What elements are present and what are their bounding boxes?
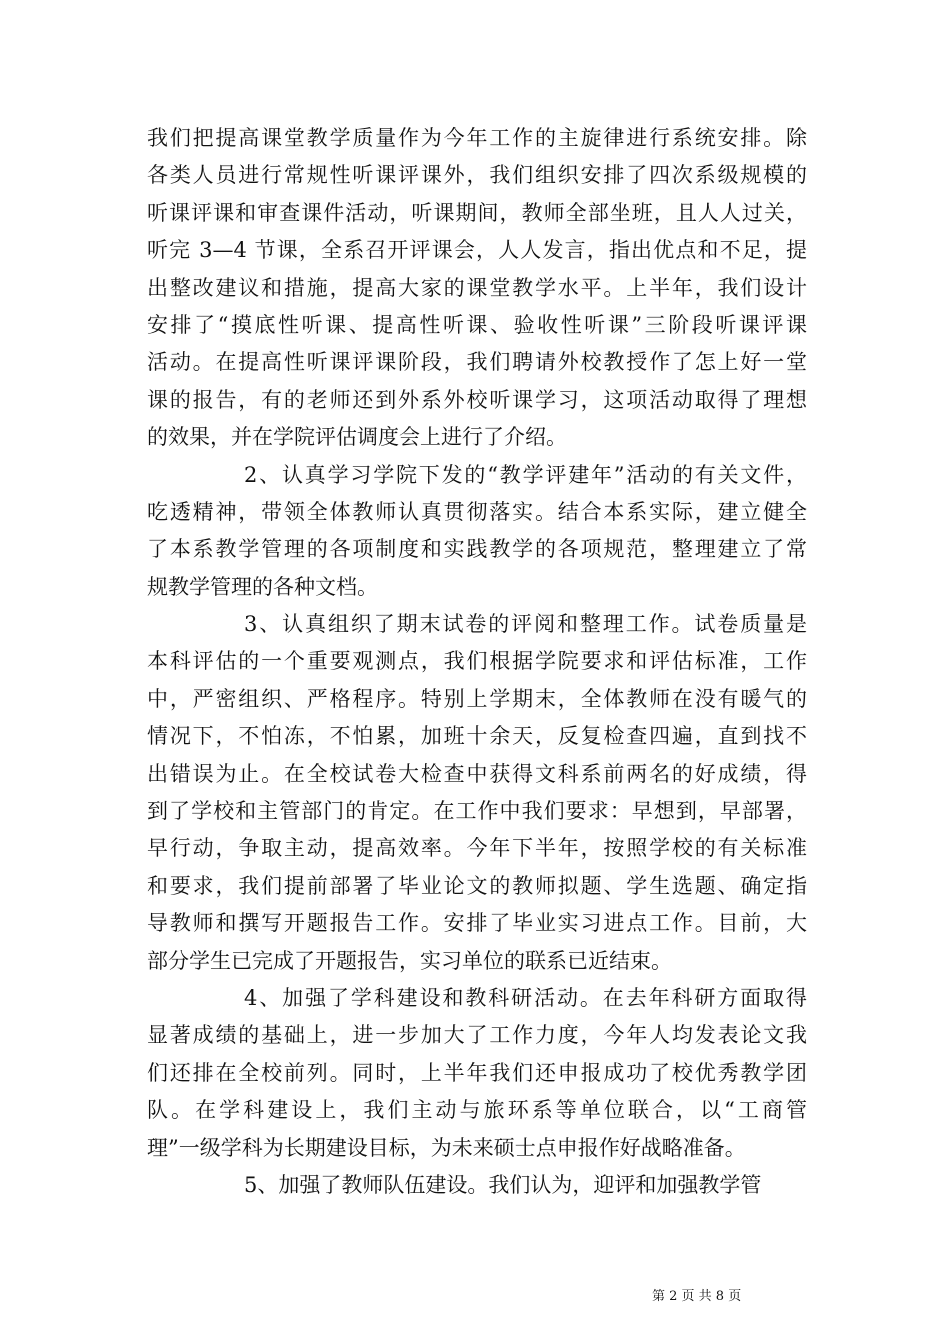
paragraph-start-line: 4、加强了学科建设和教科研活动。在去年科研方面取得 xyxy=(244,985,807,1010)
paragraph-start-line: 5、加强了教师队伍建设。我们认为，迎评和加强教学管 xyxy=(244,1172,762,1197)
text-line: 出错误为止。在全校试卷大检查中获得文科系前两名的好成绩，得 xyxy=(147,761,807,786)
text-line: 课的报告，有的老师还到外系外校听课学习，这项活动取得了理想 xyxy=(147,387,807,412)
text-line: 早行动，争取主动，提高效率。今年下半年，按照学校的有关标准 xyxy=(147,836,807,861)
text-line: 安排了“摸底性听课、提高性听课、验收性听课”三阶段听课评课 xyxy=(147,312,807,337)
text-line: 听完 3—4 节课，全系召开评课会，人人发言，指出优点和不足，提 xyxy=(147,238,807,263)
text-line: 本科评估的一个重要观测点，我们根据学院要求和评估标准，工作 xyxy=(147,649,807,674)
text-line: 出整改建议和措施，提高大家的课堂教学水平。上半年，我们设计 xyxy=(147,275,807,300)
text-line: 显著成绩的基础上，进一步加大了工作力度，今年人均发表论文我 xyxy=(147,1023,807,1048)
text-line: 部分学生已完成了开题报告，实习单位的联系已近结束。 xyxy=(147,948,672,973)
text-line: 和要求，我们提前部署了毕业论文的教师拟题、学生选题、确定指 xyxy=(147,873,807,898)
text-line: 规教学管理的各种文档。 xyxy=(147,574,378,599)
text-line: 导教师和撰写开题报告工作。安排了毕业实习进点工作。目前，大 xyxy=(147,911,807,936)
text-line: 队。在学科建设上，我们主动与旅环系等单位联合，以“工商管 xyxy=(147,1098,807,1123)
text-line: 们还排在全校前列。同时，上半年我们还申报成功了校优秀教学团 xyxy=(147,1060,807,1085)
text-line: 我们把提高课堂教学质量作为今年工作的主旋律进行系统安排。除 xyxy=(147,126,807,150)
text-line: 情况下，不怕冻，不怕累，加班十余天，反复检查四遍，直到找不 xyxy=(147,724,807,749)
text-line: 听课评课和审查课件活动，听课期间，教师全部坐班，且人人过关， xyxy=(147,200,807,225)
body-text xyxy=(147,120,807,1204)
text-line: 到了学校和主管部门的肯定。在工作中我们要求：早想到，早部署， xyxy=(147,799,807,824)
text-line: 中，严密组织、严格程序。特别上学期末，全体教师在没有暖气的 xyxy=(147,686,807,711)
text-line: 各类人员进行常规性听课评课外，我们组织安排了四次系级规模的 xyxy=(147,163,807,188)
text-line: 了本系教学管理的各项制度和实践教学的各项规范，整理建立了常 xyxy=(147,537,807,562)
page-number: 第 2 页 共 8 页 xyxy=(652,1289,742,1304)
text-line: 吃透精神，带领全体教师认真贯彻落实。结合本系实际，建立健全 xyxy=(147,499,807,524)
paragraph-start-line: 2、认真学习学院下发的“教学评建年”活动的有关文件， xyxy=(244,462,807,487)
text-line: 理”一级学科为长期建设目标，为未来硕士点申报作好战略准备。 xyxy=(147,1135,746,1160)
text-line: 的效果，并在学院评估调度会上进行了介绍。 xyxy=(147,425,567,450)
text-line: 活动。在提高性听课评课阶段，我们聘请外校教授作了怎上好一堂 xyxy=(147,350,807,375)
paragraph-start-line: 3、认真组织了期末试卷的评阅和整理工作。试卷质量是 xyxy=(244,612,807,637)
